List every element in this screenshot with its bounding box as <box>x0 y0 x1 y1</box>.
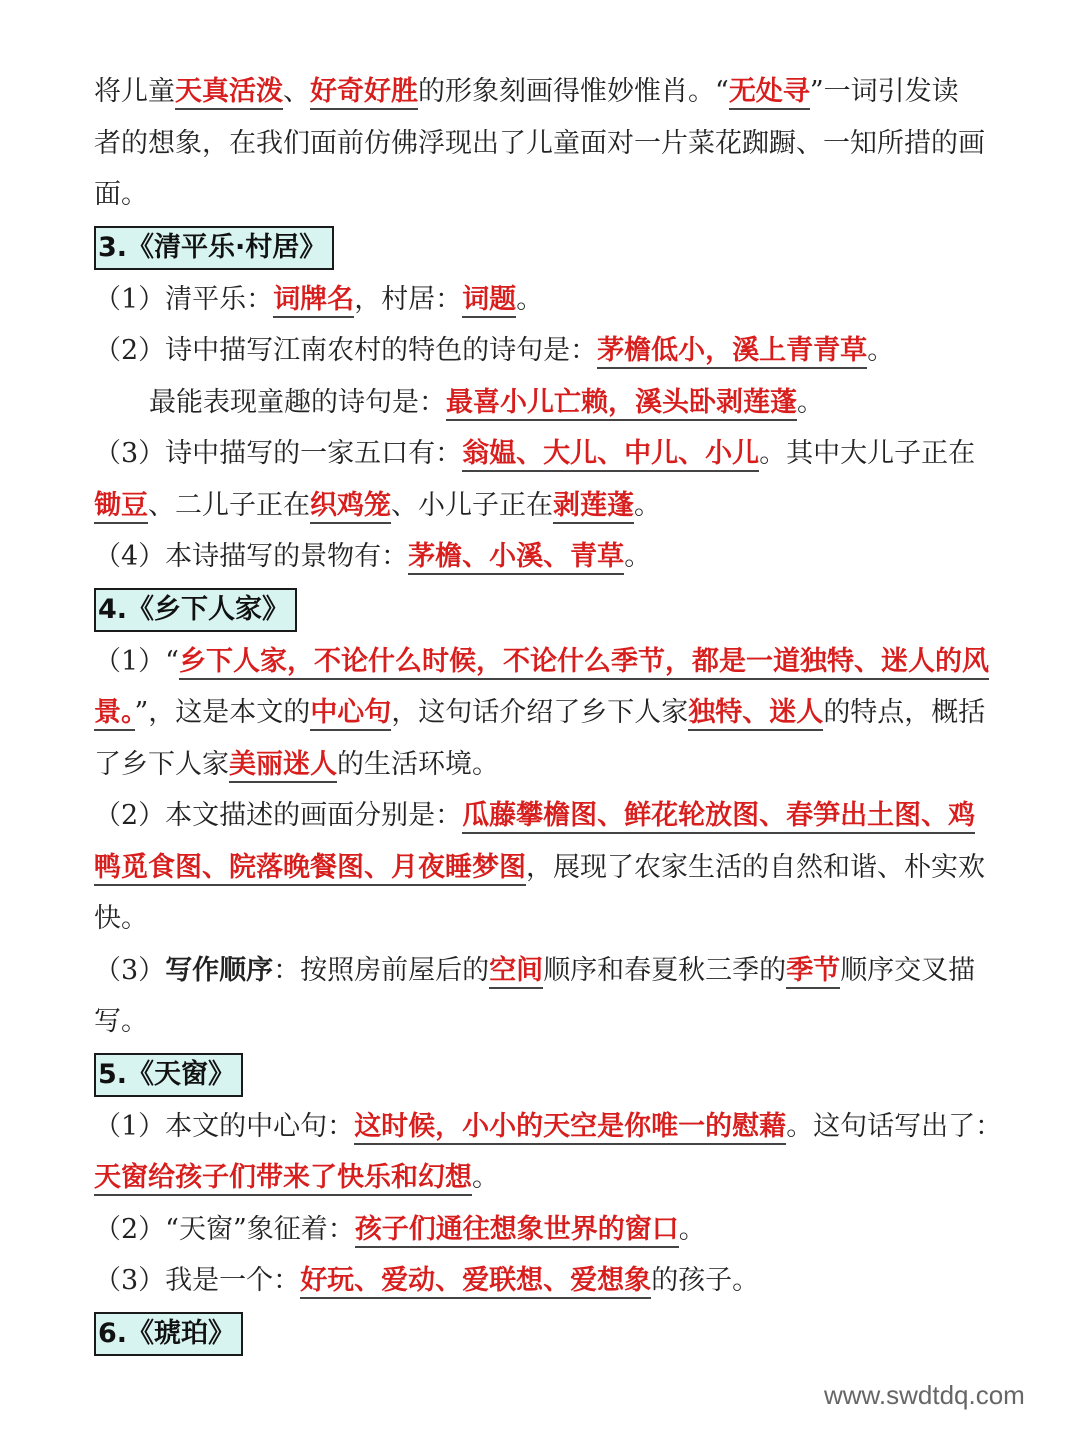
answer-highlight: 词牌名 <box>273 284 354 318</box>
text-line <box>94 1204 992 1256</box>
answer-highlight: 独特、迷人 <box>688 697 823 731</box>
text: 。 <box>624 541 652 572</box>
text: （1）本文的中心句： <box>94 1110 355 1142</box>
text-line <box>94 325 992 377</box>
text: （3）诗中描写的一家五口有： <box>94 438 463 469</box>
text: （2）“天窗”象征着： <box>94 1213 355 1245</box>
section-heading-4: 4.《乡下人家》 <box>94 588 297 632</box>
text-line <box>94 790 992 842</box>
answer-highlight: 季节 <box>786 955 840 989</box>
text: 的特点，概括 <box>823 697 986 728</box>
text: （3） <box>94 954 166 986</box>
text: 。其中大儿子正在 <box>759 438 976 469</box>
text: 将儿童 <box>94 76 175 107</box>
answer-highlight: 好玩、爱动、爱联想、爱想象 <box>300 1265 651 1299</box>
section-heading-3: 3.《清平乐·村居》 <box>94 226 334 270</box>
text-line <box>94 842 992 894</box>
answer-highlight: 茅檐低小，溪上青青草 <box>597 335 867 369</box>
answer-highlight: 茅檐、小溪、青草 <box>408 541 624 575</box>
text: 。 <box>797 386 824 418</box>
text: 顺序和春夏秋三季的 <box>543 954 787 986</box>
text-line <box>94 687 992 739</box>
text: 。 <box>678 1213 706 1245</box>
text-line <box>94 531 992 583</box>
text-line <box>94 480 992 532</box>
text: （2）诗中描写江南农村的特色的诗句是： <box>94 335 598 366</box>
text: 最能表现童趣的诗句是： <box>149 386 446 418</box>
text: 。 <box>516 283 544 315</box>
answer-highlight: 中心句 <box>310 697 391 731</box>
text-line <box>94 1255 992 1307</box>
answer-highlight: 天真活泼 <box>175 76 283 110</box>
answer-highlight: 锄豆 <box>94 490 148 524</box>
text: ”一词引发读 <box>809 76 959 107</box>
bold-term: 写作顺序 <box>165 954 274 986</box>
text: 了乡下人家 <box>94 748 229 780</box>
answer-highlight: 织鸡笼 <box>310 490 391 524</box>
text: 、小儿子正在 <box>391 489 553 521</box>
answer-highlight: 翁媪、大儿、中儿、小儿 <box>462 438 759 472</box>
text: 。 <box>472 1162 499 1193</box>
text: ，村居： <box>354 283 463 315</box>
text: ：按照房前屋后的 <box>273 954 490 986</box>
text: （1）“ <box>94 645 179 677</box>
answer-highlight: 景。 <box>94 697 135 731</box>
section-heading-row <box>94 1307 992 1360</box>
answer-highlight: 鸭觅食图、院落晚餐图、月夜睡梦图 <box>94 852 526 886</box>
answer-highlight: 美丽迷人 <box>229 749 337 783</box>
text-line <box>94 945 992 997</box>
text: （4）本诗描写的景物有： <box>94 541 409 572</box>
text-line <box>94 739 992 791</box>
text-line <box>94 636 992 688</box>
text-line <box>94 1101 1003 1153</box>
section-heading-6: 6.《琥珀》 <box>94 1312 243 1356</box>
text: 的生活环境。 <box>337 748 499 780</box>
text: （1）清平乐： <box>94 283 274 315</box>
answer-highlight: 这时候，小小的天空是你唯一的慰藉 <box>354 1111 786 1145</box>
text-line <box>94 66 992 118</box>
answer-highlight: 乡下人家，不论什么时候，不论什么季节，都是一道独特、迷人的风 <box>179 646 989 680</box>
text: （3）我是一个： <box>94 1265 301 1296</box>
text: 。 <box>867 335 895 366</box>
text-line: 快。 <box>94 903 148 934</box>
text-line <box>94 1152 992 1204</box>
text: 。 <box>634 489 661 521</box>
text: 的孩子。 <box>651 1265 760 1296</box>
section-heading-5: 5.《天窗》 <box>94 1053 243 1097</box>
answer-highlight: 最喜小儿亡赖，溪头卧剥莲蓬 <box>446 387 797 421</box>
answer-highlight: 孩子们通往想象世界的窗口 <box>355 1214 679 1248</box>
text-line <box>94 428 992 480</box>
document-body <box>94 66 1003 1360</box>
text: 、二儿子正在 <box>148 489 310 521</box>
section-heading-row <box>94 1048 992 1101</box>
text-line <box>94 274 992 326</box>
watermark: www.swdtdq.com <box>824 1380 1025 1410</box>
section-heading-row <box>94 221 992 274</box>
text: 的形象刻画得惟妙惟肖。“ <box>418 76 729 107</box>
text: 、 <box>283 76 310 107</box>
section-heading-row <box>94 583 992 636</box>
answer-highlight: 好奇好胜 <box>310 76 418 110</box>
text: ”，这是本文的 <box>134 697 311 728</box>
answer-highlight: 剥莲蓬 <box>553 490 634 524</box>
text-line: 面。 <box>94 179 148 210</box>
text: 顺序交叉描 <box>840 954 976 986</box>
text: ，展现了农家生活的自然和谐、朴实欢 <box>526 851 985 883</box>
answer-highlight: 无处寻 <box>729 76 810 110</box>
answer-highlight: 词题 <box>462 284 516 318</box>
text-line: 写。 <box>94 1006 148 1037</box>
text-line: 者的想象，在我们面前仿佛浮现出了儿童面对一片菜花踟蹰、一知所措的画 <box>94 127 985 159</box>
answer-highlight: 空间 <box>489 955 543 989</box>
text: 。这句话写出了： <box>786 1110 1003 1142</box>
answer-highlight: 天窗给孩子们带来了快乐和幻想 <box>94 1162 472 1196</box>
text-line <box>94 377 992 429</box>
answer-highlight: 瓜藤攀檐图、鲜花轮放图、春笋出土图、鸡 <box>462 800 975 834</box>
text: （2）本文描述的画面分别是： <box>94 800 463 831</box>
text: ，这句话介绍了乡下人家 <box>391 697 689 728</box>
